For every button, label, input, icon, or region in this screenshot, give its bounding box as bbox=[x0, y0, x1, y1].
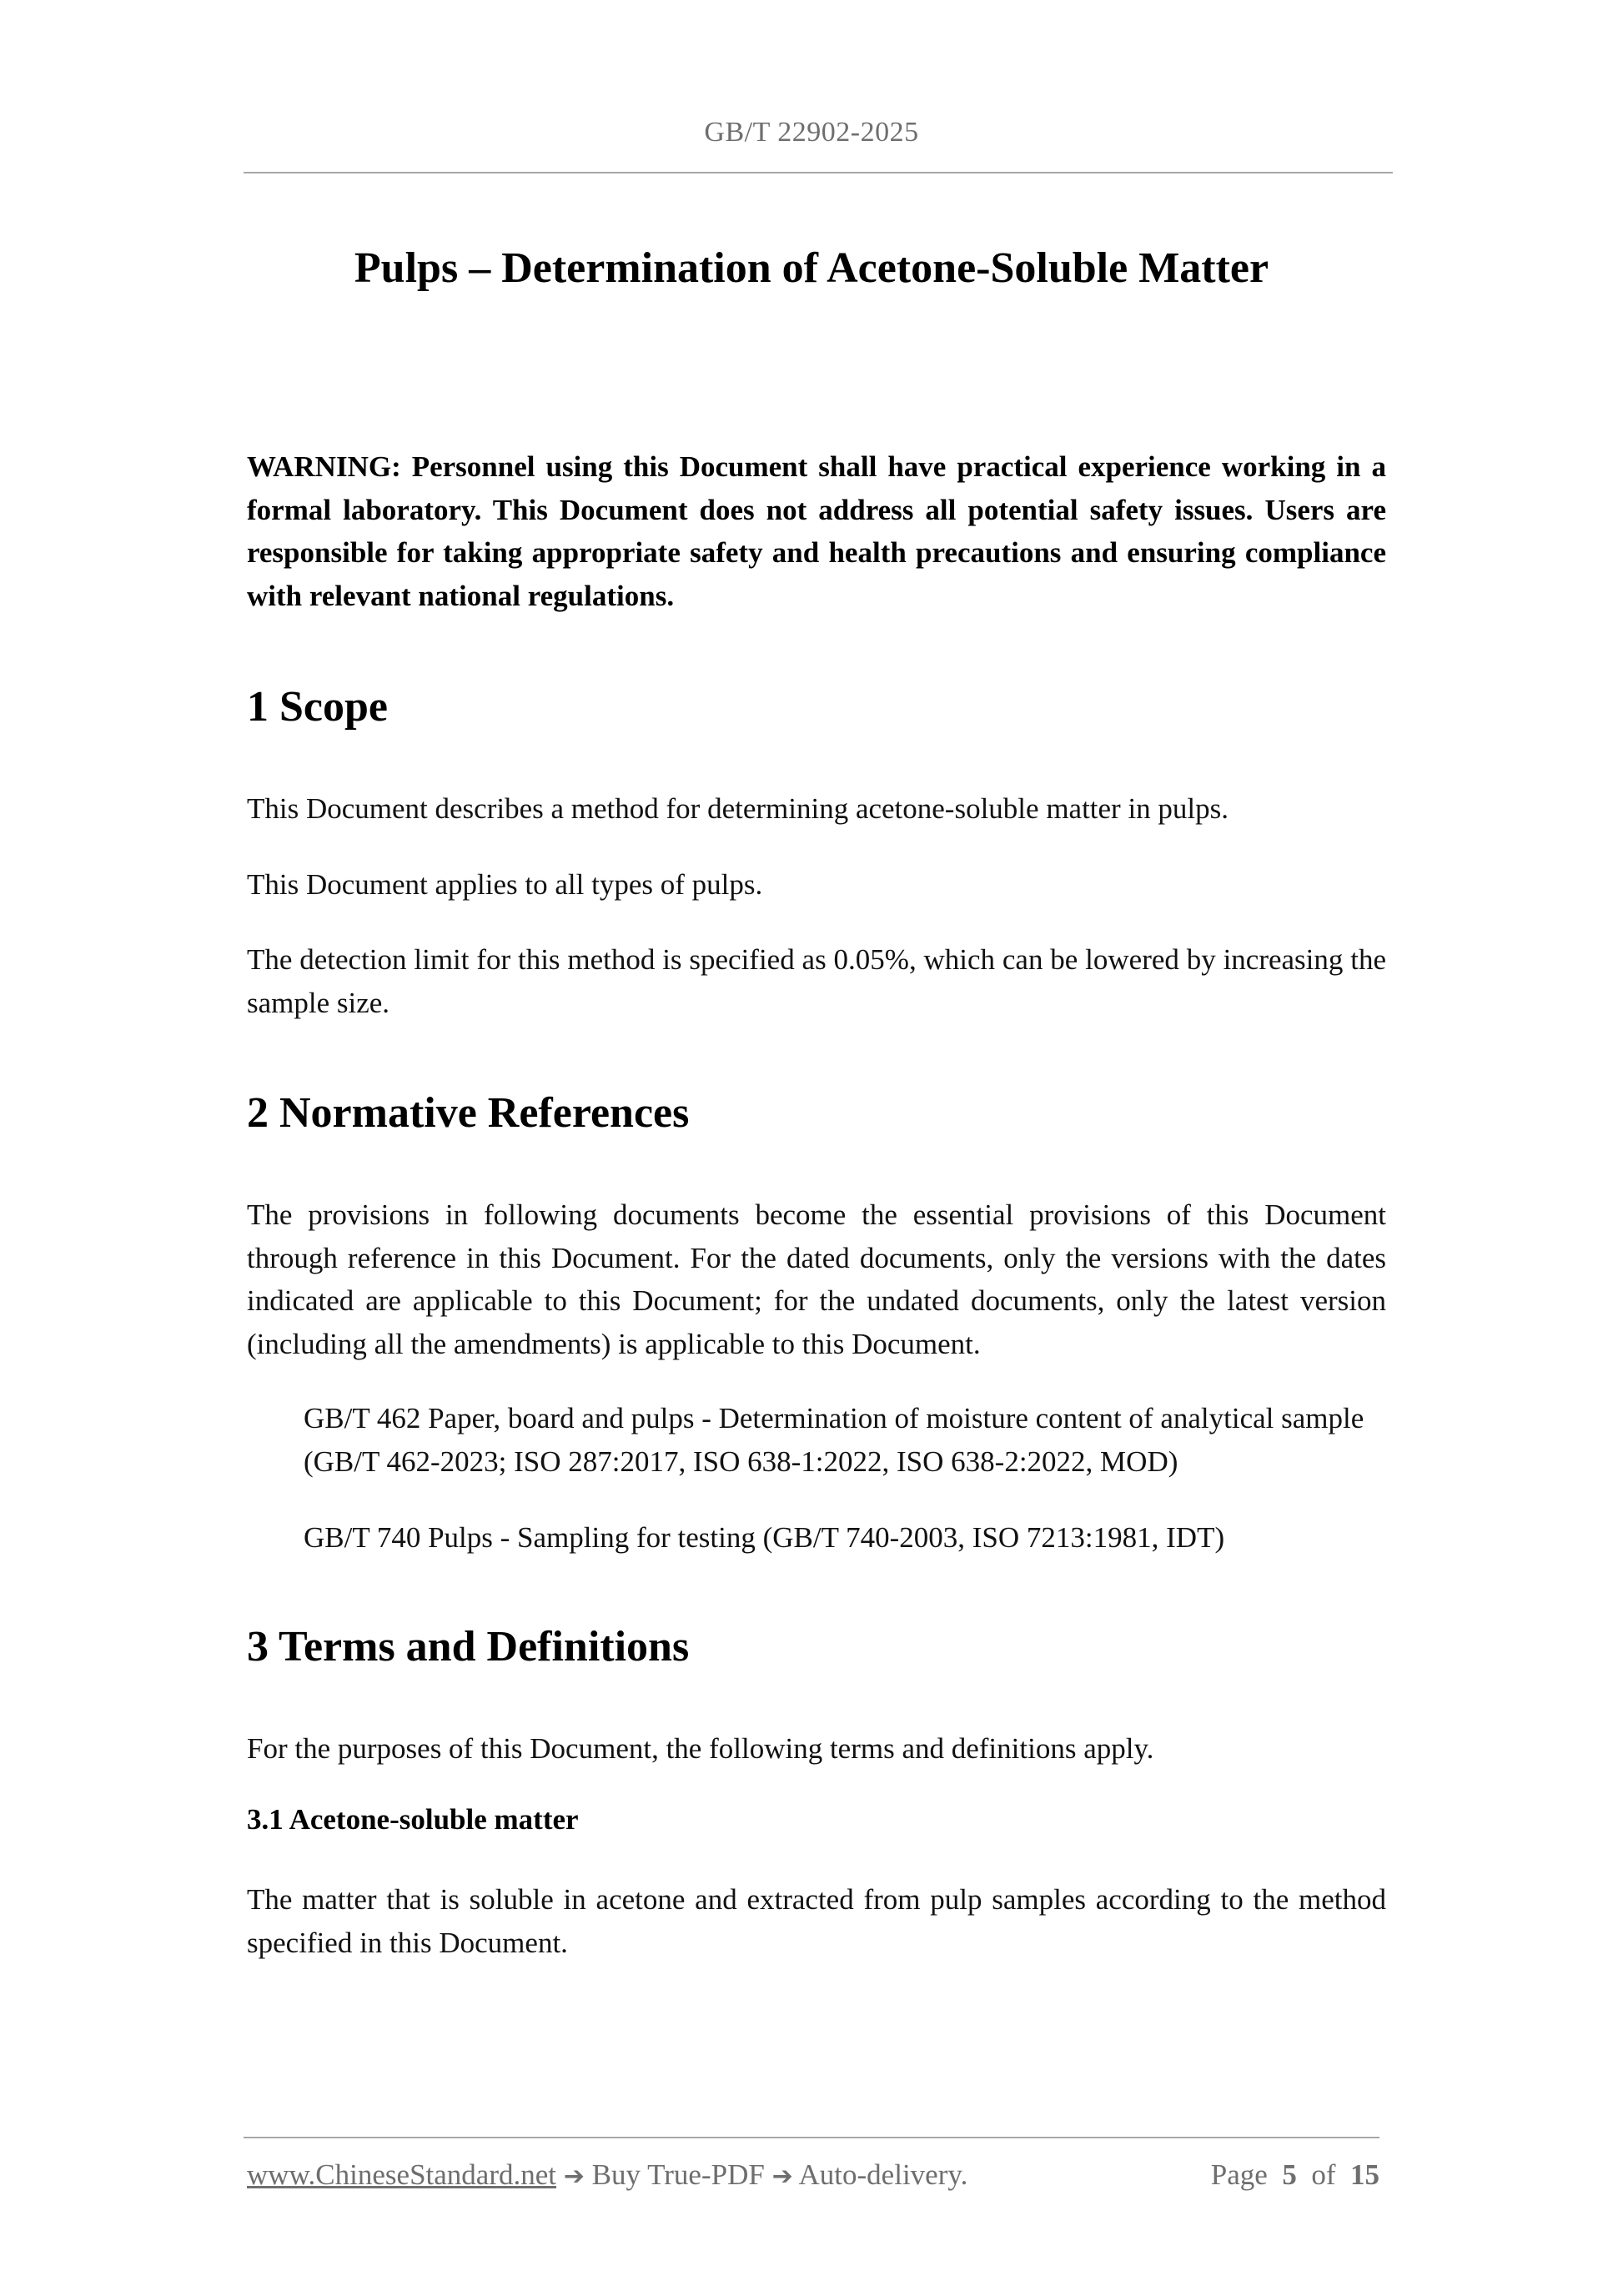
warning-paragraph: WARNING: Personnel using this Document shall have practical experience working in a formal laboratory. This Document does not address all potential safety issues. Users are responsible for taking appropriate safety and health precautions and ensuring compliance with relevant national regulations. bbox=[247, 450, 1386, 612]
current-page-number: 5 bbox=[1282, 2158, 1297, 2191]
terms-intro-paragraph: For the purposes of this Document, the following terms and definitions apply. bbox=[247, 1732, 1154, 1765]
arrow-right-icon: ➔ bbox=[771, 2162, 793, 2191]
footer-promo bbox=[247, 2158, 967, 2192]
header-standard-code: GB/T 22902-2025 bbox=[704, 117, 919, 148]
arrow-right-icon: ➔ bbox=[563, 2162, 585, 2191]
section-heading-normative-references: 2 Normative References bbox=[247, 1089, 690, 1137]
normative-intro-paragraph: The provisions in following documents become the essential provisions of this Document through reference in this Document. For the dated documents, only the versions with the dates indicated are applicable to this Document; for the undated documents, only the latest version (including all the amendments) is applicable to this Document. bbox=[247, 1198, 1386, 1360]
document-title: Pulps – Determination of Acetone-Soluble Matter bbox=[354, 244, 1269, 292]
term-definition-paragraph: The matter that is soluble in acetone and extracted from pulp samples according to the method specified in this Document. bbox=[247, 1883, 1386, 1959]
scope-paragraph-1: This Document describes a method for determining acetone-soluble matter in pulps. bbox=[247, 792, 1229, 825]
page-indicator bbox=[1211, 2158, 1379, 2192]
auto-delivery-text: Auto-delivery. bbox=[798, 2158, 968, 2191]
website-link[interactable]: www.ChineseStandard.net bbox=[247, 2158, 556, 2191]
scope-paragraph-2: This Document applies to all types of pulps. bbox=[247, 868, 763, 901]
footer-divider bbox=[244, 2137, 1379, 2138]
term-heading-acetone-soluble-matter: 3.1 Acetone-soluble matter bbox=[247, 1803, 579, 1836]
section-heading-terms-definitions: 3 Terms and Definitions bbox=[247, 1623, 690, 1671]
page-label: Page bbox=[1210, 2158, 1268, 2191]
buy-true-pdf-text: Buy True-PDF bbox=[591, 2158, 765, 2191]
of-label: of bbox=[1311, 2158, 1336, 2191]
section-heading-scope: 1 Scope bbox=[247, 683, 388, 731]
scope-paragraph-3: The detection limit for this method is specified as 0.05%, which can be lowered by increasing the sample size. bbox=[247, 943, 1386, 1019]
total-pages-number: 15 bbox=[1350, 2158, 1379, 2191]
reference-item-gbt-740: GB/T 740 Pulps - Sampling for testing (GB/T 740-2003, ISO 7213:1981, IDT) bbox=[304, 1521, 1225, 1554]
header-divider bbox=[244, 172, 1393, 173]
reference-item-gbt-462: GB/T 462 Paper, board and pulps - Determination of moisture content of analytical sample (GB/T 462-2023; ISO 287:2017, ISO 638-1:2022, ISO 638-2:2022, MOD) bbox=[304, 1402, 1364, 1478]
